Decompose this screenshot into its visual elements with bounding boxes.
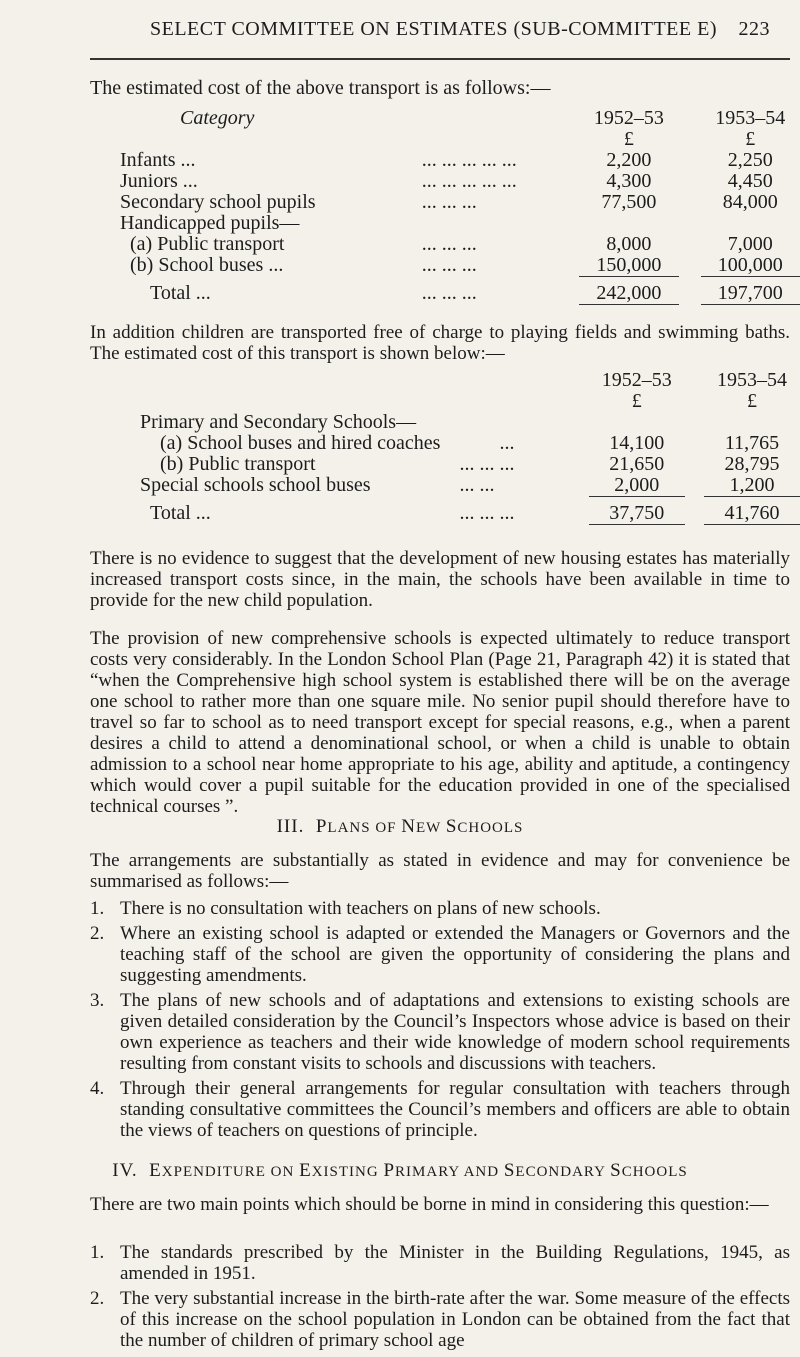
- row-y2: 11,765: [724, 432, 780, 454]
- currency-row: [120, 129, 800, 150]
- table-row: [120, 475, 800, 497]
- table-row: [120, 171, 800, 192]
- currency-y2: £: [747, 390, 758, 412]
- row-y1: 2,200: [606, 149, 652, 171]
- row-y2: 100,000: [701, 255, 800, 277]
- paragraph-comprehensive-schools: The provision of new comprehensive schools is expected ultimately to reduce transport costs very considerably. In the London School Plan (Page 21, Paragraph 42) it is stated that “when the Comprehensive high school system is established there will be on the average one school to rather more than one square mile. No senior pupil should therefore have to travel so far to school as to need transport except for special reasons, e.g., when a parent desires a child to attend a denominational school, or when a child is unable to obtain admission to a school near home appropriate to his age, ability and aptitude, a contingency which would cover a pupil suitable for the education provided in one of the specialised technical courses ”.: [90, 628, 790, 817]
- group-row: [120, 412, 800, 433]
- page-number: 223: [738, 18, 770, 40]
- row-y1: 8,000: [606, 233, 652, 255]
- row-y1: 2,000: [589, 475, 685, 497]
- table-row: [120, 433, 800, 454]
- row-label: Special schools school buses: [140, 474, 371, 497]
- table-header-row: [120, 370, 800, 391]
- section-3-list: [90, 898, 790, 1145]
- total-y1: 37,750: [589, 497, 685, 525]
- row-leader: ... ... ...: [421, 233, 477, 255]
- row-y2: 84,000: [722, 191, 778, 213]
- row-y2: 1,200: [704, 475, 800, 497]
- row-y2: 28,795: [724, 453, 780, 475]
- list-item: 4. Through their general arrangements for regular consultation with teachers through standing consultative committees the Council’s members and officers are able to obtain the views of teachers on questions of principle.: [90, 1078, 790, 1141]
- row-label: Secondary school pupils: [120, 191, 316, 213]
- currency-y1: £: [623, 128, 634, 150]
- row-y2: 7,000: [727, 233, 773, 255]
- transport-cost-table: [120, 108, 800, 305]
- list-item: 1. There is no consultation with teachers on plans of new schools.: [90, 898, 601, 919]
- col-year1: 1952–53: [593, 107, 664, 129]
- total-y2: 197,700: [701, 277, 800, 305]
- list-item: 2. The very substantial increase in the birth-rate after the war. Some measure of the effects of this increase on the school population in London can be obtained from the fact that the number of children of primary school age: [90, 1288, 790, 1351]
- paragraph-playing-fields: In addition children are transported free of charge to playing fields and swimming baths. The estimated cost of this transport is shown below:—: [90, 322, 790, 364]
- row-y1: 14,100: [609, 432, 665, 454]
- section-4-heading: IV. EXPENDITURE ON EXISTING PRIMARY AND SECONDARY SCHOOLS: [112, 1160, 688, 1181]
- list-item: 3. The plans of new schools and of adaptations and extensions to existing schools are given detailed consideration by the Council’s Inspectors whose advice is based on their own experience as teachers and their wide knowledge of modern school requirements resulting from constant visits to schools and discussions with teachers.: [90, 990, 790, 1074]
- col-year2: 1953–54: [717, 369, 788, 391]
- table1-intro: The estimated cost of the above transport is as follows:—: [90, 77, 551, 99]
- currency-row: [120, 391, 800, 412]
- total-label: Total ...: [150, 282, 211, 304]
- row-y1: 21,650: [609, 453, 665, 475]
- total-y2: 41,760: [704, 497, 800, 525]
- row-label: Infants ...: [120, 149, 196, 171]
- section-numeral: III.: [276, 816, 305, 837]
- row-y2: 2,250: [727, 149, 773, 171]
- table-row: [120, 255, 800, 277]
- total-y1: 242,000: [579, 277, 678, 305]
- section-4-intro: There are two main points which should be borne in mind in considering this question:—: [90, 1194, 769, 1215]
- row-y1: 150,000: [579, 255, 678, 277]
- row-label: Juniors ...: [120, 170, 198, 192]
- section-3-heading: III. PLANS OF NEW SCHOOLS: [276, 816, 524, 837]
- col-year1: 1952–53: [601, 369, 672, 391]
- row-leader: ... ... ... ... ...: [421, 170, 517, 192]
- table-row: [120, 213, 800, 234]
- paragraph-housing-estates: There is no evidence to suggest that the development of new housing estates has materially increased transport costs since, in the main, the schools have been available in time to provide for the new child population.: [90, 548, 790, 611]
- section-numeral: IV.: [112, 1160, 138, 1181]
- table-row: [120, 150, 800, 171]
- row-label: (b) Public transport: [160, 453, 316, 475]
- row-y2: 4,450: [727, 170, 773, 192]
- total-leader: ... ... ...: [459, 502, 515, 524]
- row-leader: ... ... ...: [421, 254, 477, 277]
- table-row: [120, 192, 800, 213]
- row-y1: 77,500: [601, 191, 657, 213]
- row-leader: ... ...: [459, 474, 495, 497]
- section-3-intro: The arrangements are substantially as stated in evidence and may for convenience be summarised as follows:—: [90, 850, 790, 892]
- total-leader: ... ... ...: [421, 282, 477, 304]
- row-leader: ... ... ...: [459, 453, 515, 475]
- table-row: [120, 234, 800, 255]
- currency-y1: £: [631, 390, 642, 412]
- col-year2: 1953–54: [715, 107, 786, 129]
- col-category: Category: [180, 107, 255, 129]
- row-leader: ... ... ...: [421, 191, 477, 213]
- currency-y2: £: [745, 128, 756, 150]
- table-header-row: [120, 108, 800, 129]
- section-4-list: [90, 1242, 790, 1355]
- total-row: [120, 277, 800, 305]
- playing-fields-cost-table: [120, 370, 800, 525]
- list-item: 2. Where an existing school is adapted or extended the Managers or Governors and the teaching staff of the school are given the opportunity of considering the plans and suggesting amendments.: [90, 923, 790, 986]
- list-item: 1. The standards prescribed by the Minister in the Building Regulations, 1945, as amended in 1951.: [90, 1242, 790, 1284]
- table-row: [120, 454, 800, 475]
- row-label: Handicapped pupils—: [120, 212, 300, 234]
- group-label: Primary and Secondary Schools—: [140, 411, 417, 433]
- header-rule: [90, 58, 790, 60]
- row-leader: ...: [499, 432, 515, 454]
- total-label: Total ...: [150, 502, 211, 524]
- header-title: SELECT COMMITTEE ON ESTIMATES (SUB-COMMITTEE E): [150, 18, 717, 40]
- row-label: (a) School buses and hired coaches: [160, 432, 441, 454]
- row-y1: 4,300: [606, 170, 652, 192]
- row-label: (b) School buses ...: [130, 254, 284, 277]
- total-row: [120, 497, 800, 525]
- row-leader: ... ... ... ... ...: [421, 149, 517, 171]
- running-header: [150, 18, 770, 41]
- row-label: (a) Public transport: [130, 233, 285, 255]
